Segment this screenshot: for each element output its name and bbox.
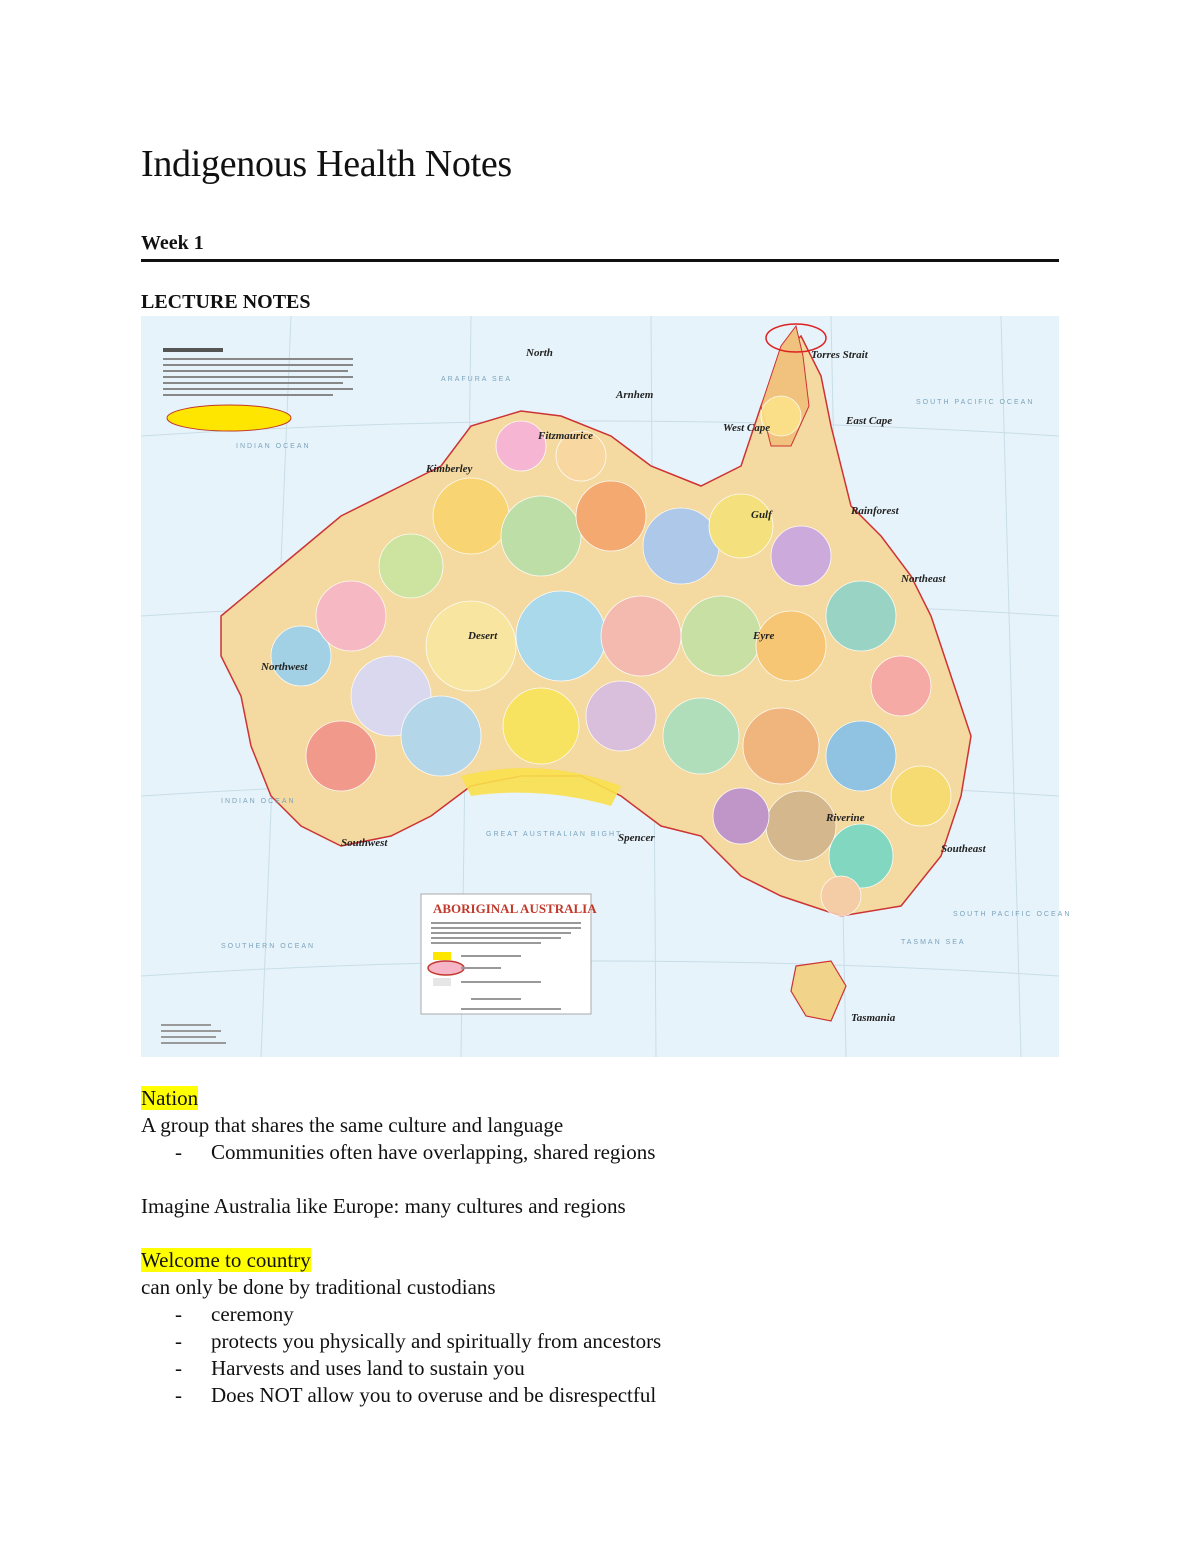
imagine-line: Imagine Australia like Europe: many cultures and regions (141, 1194, 626, 1218)
notes-body (141, 1085, 1059, 1409)
svg-text:Gulf: Gulf (751, 509, 772, 521)
list-item: - ceremony (175, 1302, 294, 1326)
svg-text:West Cape: West Cape (723, 422, 771, 434)
svg-text:Tasmania: Tasmania (851, 1012, 896, 1024)
svg-text:Arnhem: Arnhem (616, 389, 654, 401)
svg-text:East Cape: East Cape (846, 415, 893, 427)
list-item: - Does NOT allow you to overuse and be disrespectful (175, 1383, 657, 1407)
svg-text:Fitzmaurice: Fitzmaurice (538, 430, 594, 442)
document-title: Indigenous Health Notes (141, 143, 512, 185)
list-item: - Communities often have overlapping, shared regions (175, 1140, 656, 1164)
svg-text:GREAT AUSTRALIAN BIGHT: GREAT AUSTRALIAN BIGHT (486, 831, 623, 838)
svg-text:Rainforest: Rainforest (851, 505, 899, 517)
svg-text:Southeast: Southeast (941, 843, 986, 855)
legend-title: ABORIGINAL AUSTRALIA (433, 901, 597, 916)
svg-text:North: North (526, 347, 553, 359)
svg-text:Eyre: Eyre (753, 630, 775, 642)
nation-definition: A group that shares the same culture and language (141, 1113, 564, 1137)
svg-text:TASMAN SEA: TASMAN SEA (901, 939, 966, 946)
svg-text:SOUTH PACIFIC OCEAN: SOUTH PACIFIC OCEAN (916, 399, 1035, 406)
svg-text:SOUTH PACIFIC OCEAN: SOUTH PACIFIC OCEAN (953, 911, 1072, 918)
svg-text:Northwest: Northwest (261, 661, 308, 673)
svg-text:Spencer: Spencer (618, 832, 655, 844)
svg-text:Kimberley: Kimberley (426, 463, 473, 475)
aboriginal-australia-map (141, 316, 1072, 1057)
list-item: - protects you physically and spiritually from ancestors (175, 1329, 662, 1353)
svg-text:ARAFURA SEA: ARAFURA SEA (441, 376, 513, 383)
svg-text:INDIAN OCEAN: INDIAN OCEAN (221, 798, 296, 805)
svg-text:Northeast: Northeast (901, 573, 946, 585)
list-item: - Harvests and uses land to sustain you (175, 1356, 525, 1380)
welcome-definition: can only be done by traditional custodians (141, 1275, 496, 1299)
week-heading: Week 1 (141, 232, 204, 254)
section-heading: LECTURE NOTES (141, 291, 311, 313)
heading-divider (141, 259, 1059, 262)
svg-text:Southwest: Southwest (341, 837, 388, 849)
map-notes-block (161, 346, 361, 431)
svg-text:Riverine: Riverine (826, 812, 865, 824)
svg-text:SOUTHERN OCEAN: SOUTHERN OCEAN (221, 943, 316, 950)
svg-text:Desert: Desert (468, 630, 498, 642)
welcome-heading: Welcome to country (141, 1248, 311, 1272)
map-graphic (141, 316, 1072, 1057)
nation-heading: Nation (141, 1086, 199, 1110)
svg-text:INDIAN OCEAN: INDIAN OCEAN (236, 443, 311, 450)
svg-text:Torres Strait: Torres Strait (811, 349, 868, 361)
map-legend (421, 894, 597, 1014)
